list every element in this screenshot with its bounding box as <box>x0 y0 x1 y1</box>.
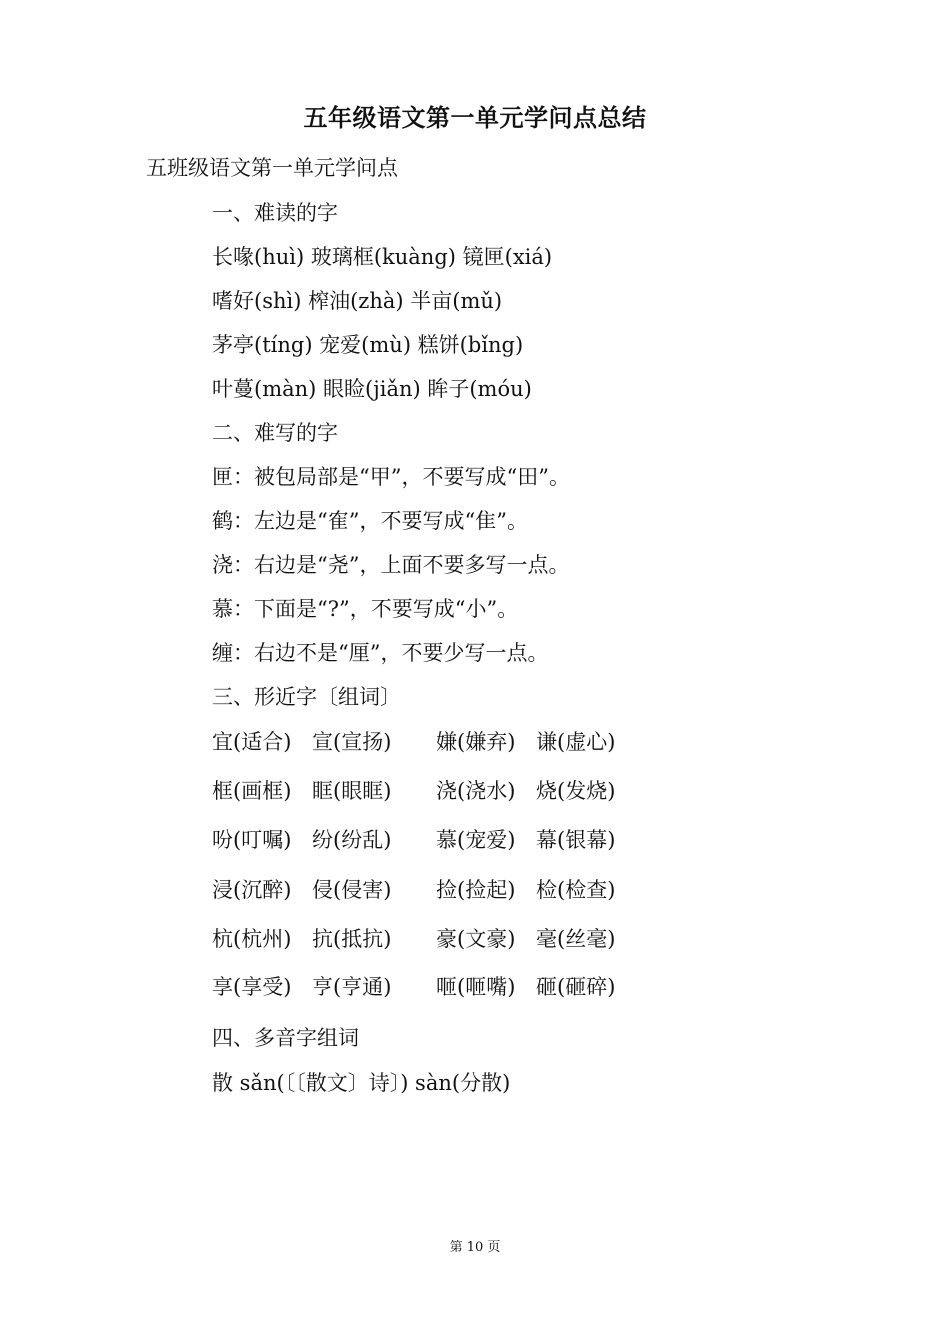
word-group: 宜(适合) <box>212 730 292 754</box>
section-heading-similar-characters: 三、形近字〔组词〕 <box>212 685 401 709</box>
section-heading-difficult-reading: 一、难读的字 <box>212 201 338 225</box>
word-group: 谦(虚心) <box>536 730 616 754</box>
word-group: 慕(宠爱) <box>436 828 516 852</box>
reading-line: 嗜好(shì) 榨油(zhà) 半亩(mǔ) <box>212 289 503 313</box>
word-group: 浇(浇水) <box>436 779 516 803</box>
writing-line: 浇：右边是“尧”，上面不要多写一点。 <box>212 553 570 577</box>
word-group: 侵(侵害) <box>312 878 392 902</box>
word-group: 纷(纷乱) <box>312 828 392 852</box>
section-heading-polyphonic: 四、多音字组词 <box>212 1026 359 1050</box>
reading-line: 长喙(huì) 玻璃框(kuàng) 镜匣(xiá) <box>212 245 553 269</box>
word-group: 享(享受) <box>212 975 292 999</box>
word-group: 毫(丝毫) <box>536 927 616 951</box>
document-subtitle: 五班级语文第一单元学问点 <box>146 156 398 180</box>
word-group: 眶(眼眶) <box>312 779 392 803</box>
word-group: 抗(抵抗) <box>312 927 392 951</box>
word-group: 捡(捡起) <box>436 878 516 902</box>
word-group: 烧(发烧) <box>536 779 616 803</box>
word-group: 咂(咂嘴) <box>436 975 516 999</box>
word-group: 吩(叮嘱) <box>212 828 292 852</box>
word-group: 幕(银幕) <box>536 828 616 852</box>
polyphonic-line: 散 sǎn(〔〔散文〕诗〕) sàn(分散) <box>212 1071 511 1095</box>
document-title: 五年级语文第一单元学问点总结 <box>303 103 647 132</box>
word-group: 宣(宣扬) <box>312 730 392 754</box>
reading-line: 茅亭(tíng) 宠爱(mù) 糕饼(bǐng) <box>212 333 524 357</box>
reading-line: 叶蔓(màn) 眼睑(jiǎn) 眸子(móu) <box>212 377 532 401</box>
page-number: 第 10 页 <box>449 1240 501 1255</box>
section-heading-difficult-writing: 二、难写的字 <box>212 421 338 445</box>
writing-line: 慕：下面是“?”，不要写成“小”。 <box>212 597 519 621</box>
writing-line: 匣：被包局部是“甲”，不要写成“田”。 <box>212 465 570 489</box>
word-group: 框(画框) <box>212 779 292 803</box>
word-group: 亨(亨通) <box>312 975 392 999</box>
word-group: 嫌(嫌弃) <box>436 730 516 754</box>
writing-line: 缠：右边不是“厘”，不要少写一点。 <box>212 641 549 665</box>
word-group: 砸(砸碎) <box>536 975 616 999</box>
word-group: 杭(杭州) <box>212 927 292 951</box>
writing-line: 鹤：左边是“隺”，不要写成“隹”。 <box>212 509 528 533</box>
word-group: 检(检查) <box>536 878 616 902</box>
word-group: 豪(文豪) <box>436 927 516 951</box>
word-group: 浸(沉醉) <box>212 878 292 902</box>
